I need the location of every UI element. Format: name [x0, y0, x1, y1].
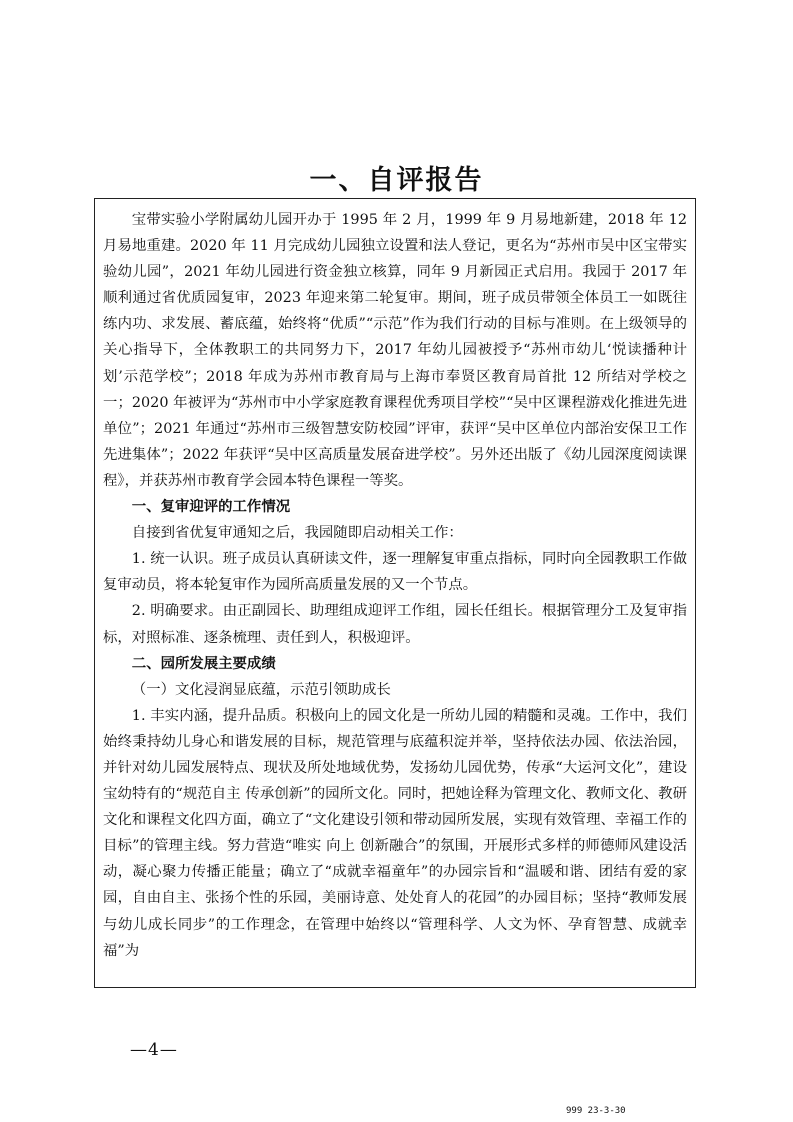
paragraph: 1. 统一认识。班子成员认真研读文件，逐一理解复审重点指标，同时向全园教职工作做复审动员，将本轮复审作为园所高质量发展的又一个节点。 [103, 551, 687, 594]
footer-code: 999 23-3-30 [566, 1106, 626, 1116]
page-number: —4— [130, 1040, 178, 1060]
section-heading-1: 一、复审迎评的工作情况 [131, 499, 291, 516]
paragraph-intro: 宝带实验小学附属幼儿园开办于 1995 年 2 月，1999 年 9 月易地新建，2018 年 12 月易地重建。2020 年 11 月完成幼儿园独立设置和法人登记，更名为“苏州市吴中区宝带实验幼儿园”，2021 年幼儿园进行资金独立核算，同年 9 月新园正式启用。我园于 2017 年顺利通过省优质园复审，2023 年迎来第二轮复审。期间，班子成员带领全体员工一如既往练内功、求发展、蓄底蕴，始终将“优质”“示范”作为我们行动的目标与准则。在上级领导的关心指导下，全体教职工的共同努力下，2017 年幼儿园被授予“苏州市幼儿‘悦读播种计划’示范学校”；2018 年成为苏州市教育局与上海市奉贤区教育局首批 12 所结对学校之一；2020 年被评为“苏州市中小学家庭教育课程优秀项目学校”“吴中区课程游戏化推进先进单位”；2021 年通过“苏州市三级智慧安防校园”评审，获评“吴中区单位内部治安保卫工作先进集体”；2022 年获评“吴中区高质量发展奋进学校”。另外还出版了《幼儿园深度阅读课程》，并获苏州市教育学会园本特色课程一等奖。 [103, 212, 687, 489]
paragraph: 2. 明确要求。由正副园长、助理组成迎评工作组，园长任组长。根据管理分工及复审指标，对照标准、逐条梳理、责任到人，积极迎评。 [103, 603, 687, 646]
page-title: 一、自评报告 [309, 165, 484, 196]
subsection-heading: （一）文化浸润显底蕴，示范引领助成长 [131, 681, 391, 698]
section-heading-2: 二、园所发展主要成绩 [131, 655, 276, 672]
paragraph: 自接到省优复审通知之后，我园随即启动相关工作： [131, 525, 463, 542]
paragraph: 1. 丰实内涵，提升品质。积极向上的园文化是一所幼儿园的精髓和灵魂。工作中，我们始终秉持幼儿身心和谐发展的目标，规范管理与底蕴积淀并举，坚持依法办园、依法治园，并针对幼儿园发展特点、现状及所处地域优势，发扬幼儿园优势，传承“大运河文化”，建设宝幼特有的“规范自主 传承创新”的园所文化。同时，把她诠释为管理文化、教师文化、教研文化和课程文化四方面，确立了“文化建设引领和带动园所发展，实现有效管理、幸福工作的目标”的管理主线。努力营造“唯实 向上 创新融合”的氛围，开展形式多样的师德师风建设活动，凝心聚力传播正能量；确立了“成就幸福童年”的办园宗旨和“温暖和谐、团结有爱的家园，自由自主、张扬个性的乐园，美丽诗意、处处育人的花园”的办园目标；坚持“教师发展与幼儿成长同步”的工作理念，在管理中始终以“管理科学、人文为怀、孕育智慧、成就幸福”为 [103, 707, 687, 959]
report-body [94, 198, 696, 988]
